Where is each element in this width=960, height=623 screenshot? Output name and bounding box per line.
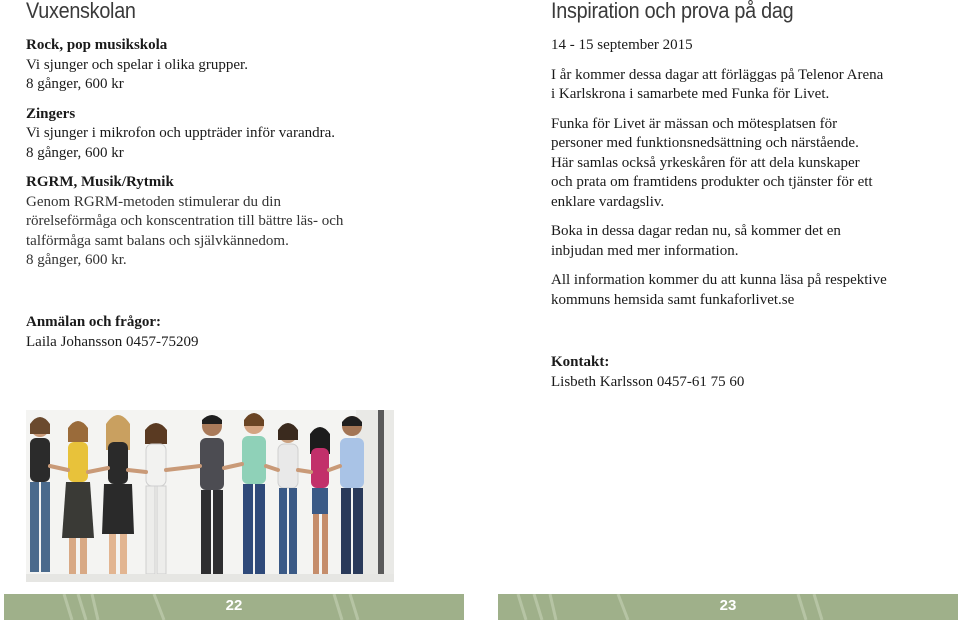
section-line: Genom RGRM-metoden stimulerar du din xyxy=(26,193,281,210)
section-line: 8 gånger, 600 kr xyxy=(26,144,124,161)
paragraph-line: I år kommer dessa dagar att förläggas på Telenor Arena xyxy=(551,66,884,83)
paragraph-line: Här samlas också yrkeskåren för att dela kunskaper xyxy=(551,154,860,171)
right-page-title: Inspiration och prova på dag xyxy=(551,0,794,23)
dancing-group-photo xyxy=(26,410,394,582)
section-line: talförmåga samt balans och självkännedom. xyxy=(26,232,289,249)
contact-text: Laila Johansson 0457-75209 xyxy=(26,333,199,350)
section-line: rörelseförmåga och konscentration till bättre läs- och xyxy=(26,213,344,229)
paragraph-line: kommuns hemsida samt funkaforlivet.se xyxy=(551,291,795,308)
section-line: 8 gånger, 600 kr. xyxy=(26,252,127,268)
contact-heading: Anmälan och frågor: xyxy=(26,314,161,330)
section-line: 8 gånger, 600 kr xyxy=(26,76,124,92)
section-heading: Rock, pop musikskola xyxy=(26,37,168,53)
right-footer-bar xyxy=(498,594,958,620)
paragraph-line: Boka in dessa dagar redan nu, så kommer det en xyxy=(551,223,841,239)
right-contact xyxy=(551,353,951,392)
paragraph-line: och prata om framtidens produkter och tjänster för ett xyxy=(551,174,873,190)
left-footer-bar xyxy=(4,594,464,620)
paragraph-line: inbjudan med mer information. xyxy=(551,242,739,259)
contact-heading: Kontakt: xyxy=(551,354,610,370)
section-heading: RGRM, Musik/Rytmik xyxy=(26,174,174,190)
page-number: 23 xyxy=(719,597,737,614)
left-column xyxy=(26,36,426,271)
paragraph-line: All information kommer du att kunna läsa på respektive xyxy=(551,272,887,288)
dancers-illustration xyxy=(26,410,394,582)
section-heading: Zingers xyxy=(26,105,76,122)
paragraph-line: Funka för Livet är mässan och mötesplatsen för xyxy=(551,115,838,132)
paragraph-line: enklare vardagsliv. xyxy=(551,193,665,210)
page-number: 22 xyxy=(225,597,243,614)
section-line: Vi sjunger i mikrofon och uppträder inför varandra. xyxy=(26,125,336,141)
left-page-title: Vuxenskolan xyxy=(26,0,136,23)
paragraph-line: personer med funktionsnedsättning och närstående. xyxy=(551,135,859,151)
contact-text: Lisbeth Karlsson 0457-61 75 60 xyxy=(551,373,745,390)
right-column xyxy=(551,36,951,310)
paragraph-line: i Karlskrona i samarbete med Funka för Livet. xyxy=(551,86,830,102)
section-line: Vi sjunger och spelar i olika grupper. xyxy=(26,56,248,73)
left-contact xyxy=(26,313,426,352)
event-date: 14 - 15 september 2015 xyxy=(551,37,693,53)
